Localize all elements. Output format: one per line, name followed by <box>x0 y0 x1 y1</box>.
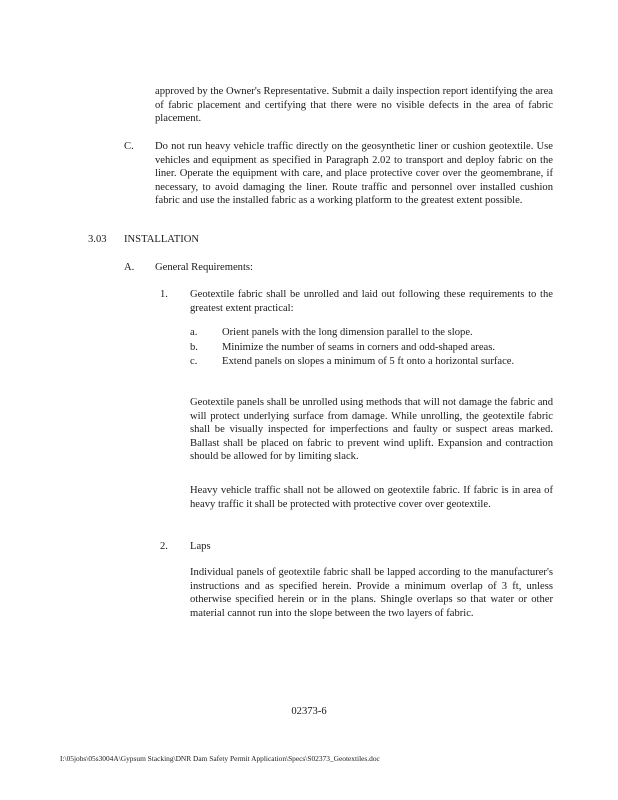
page-number: 02373-6 <box>291 706 327 717</box>
heavy-vehicle-paragraph: Heavy vehicle traffic shall not be allowed on geotextile fabric. If fabric is in area of heavy traffic it shall be protected with protective cover over geotextile. <box>190 485 553 510</box>
subitem-a-text: Orient panels with the long dimension parallel to the slope. <box>222 327 473 338</box>
section-a-title: General Requirements: <box>155 262 253 273</box>
geotextile-paragraph: Geotextile panels shall be unrolled using methods that will not damage the fabric and will protect underlying surface from damage. While unrolling, the geotextile fabric shall be visually inspected for imperfections and faulty or suspect areas marked. Ballast shall be placed on fabric to prevent wind uplift. Expansion and contraction should be allowed for by limiting slack. <box>190 397 553 463</box>
section-c-label: C. <box>124 141 134 152</box>
item-2-label: 2. <box>160 541 168 552</box>
subitem-b-text: Minimize the number of seams in corners and odd-shaped areas. <box>222 342 495 353</box>
file-path: I:\05jobs\05s3004A\Gypsum Stacking\DNR Dam Safety Permit Application\Specs\S02373_Geotextiles.doc <box>60 754 380 763</box>
subitem-c-label: c. <box>190 356 198 367</box>
item-1-label: 1. <box>160 289 168 300</box>
subitem-c-text: Extend panels on slopes a minimum of 5 ft onto a horizontal surface. <box>222 356 515 367</box>
subitem-b-label: b. <box>190 342 198 353</box>
section-title: INSTALLATION <box>124 234 200 245</box>
section-c-text: Do not run heavy vehicle traffic directly on the geosynthetic liner or cushion geotextile. Use vehicles and equipment as specified in Paragraph 2.02 to transport and deploy fabric on the liner. Operate the equipment with care, and place protective cover over the geomembrane, if necessary, to avoid damaging the liner. Route traffic and personnel over installed cushion fabric and use the installed fabric as a working platform to the greatest extent possible. <box>155 141 553 207</box>
section-number: 3.03 <box>88 234 107 245</box>
item-2-title: Laps <box>190 541 211 552</box>
laps-paragraph: Individual panels of geotextile fabric shall be lapped according to the manufacturer's instructions and as specified herein. Provide a minimum overlap of 3 ft, unless otherwise specified herein or in the plans. Shingle overlaps so that water or other material cannot run into the slope between the two layers of fabric. <box>190 567 553 619</box>
subitem-a-label: a. <box>190 327 198 338</box>
intro-paragraph: approved by the Owner's Representative. Submit a daily inspection report identifying the area of fabric placement and certifying that there were no visible defects in the area of fabric placement. <box>155 86 553 125</box>
section-a-label: A. <box>124 262 135 273</box>
item-1-intro: Geotextile fabric shall be unrolled and laid out following these requirements to the greatest extent practical: <box>190 289 553 314</box>
